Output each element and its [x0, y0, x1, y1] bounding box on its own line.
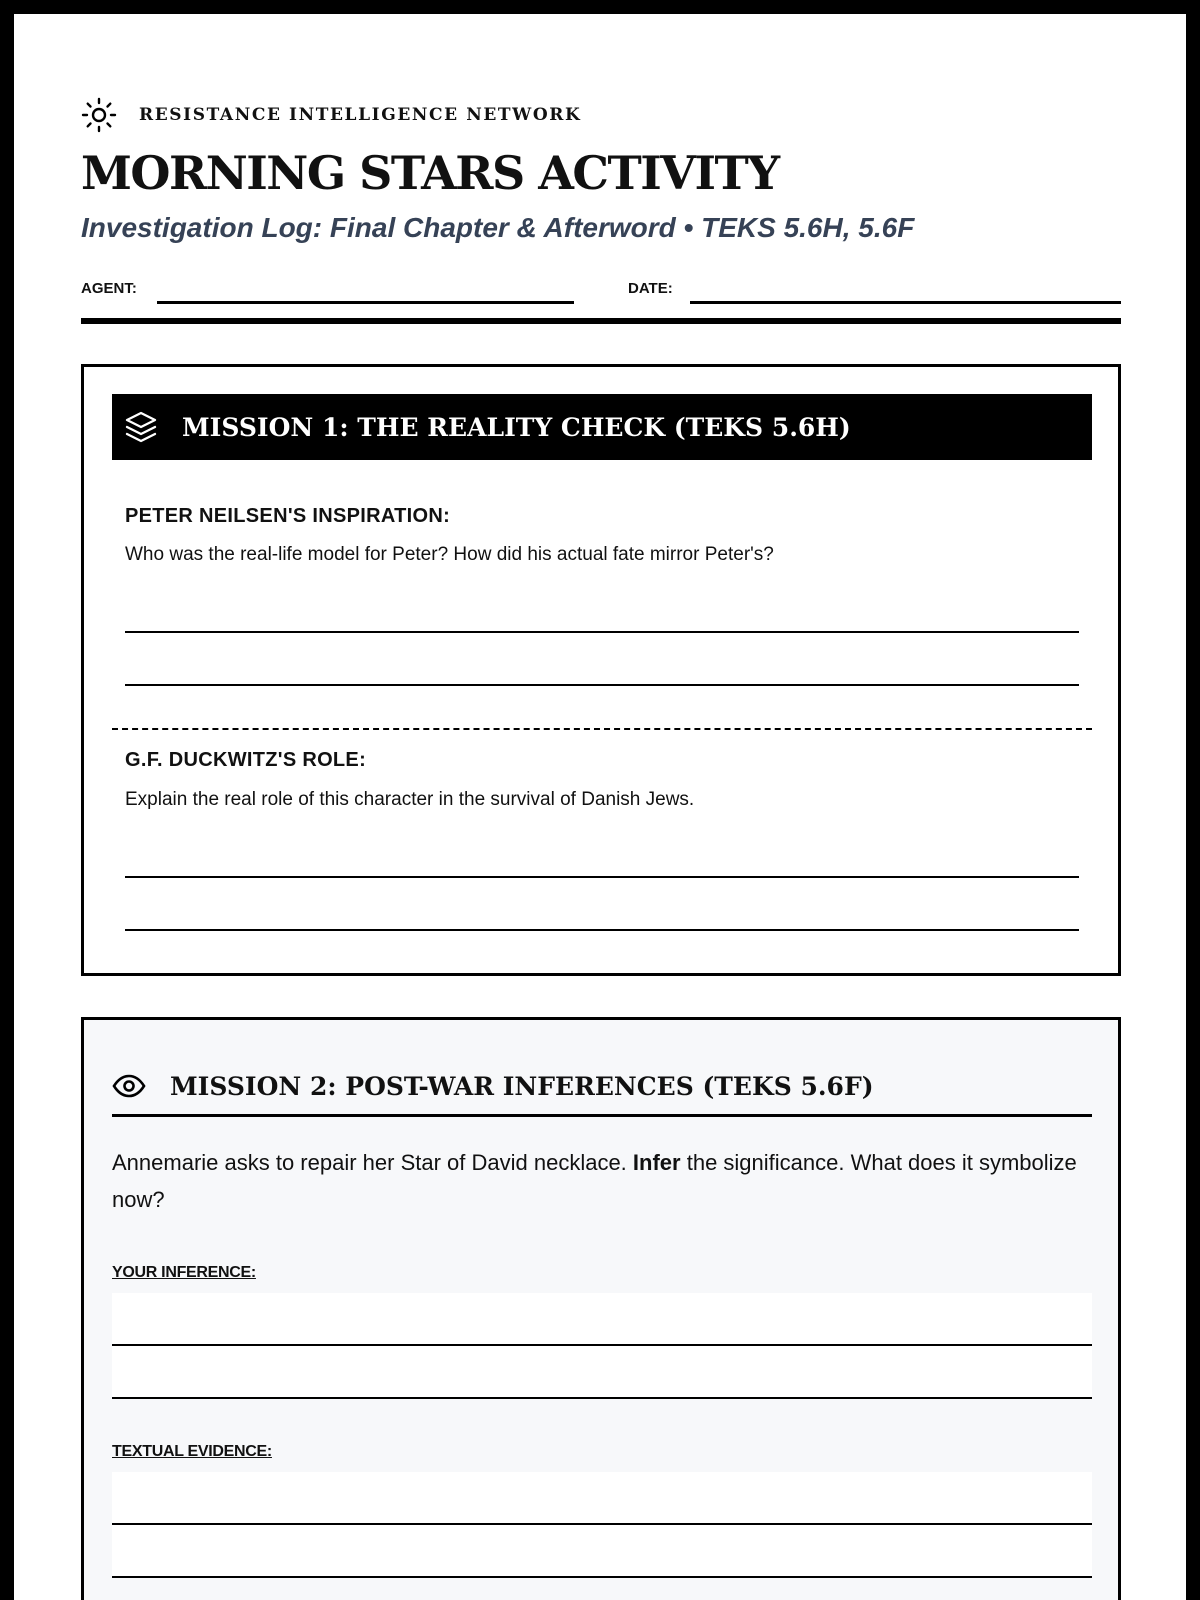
inference-answer-line[interactable] — [112, 1293, 1092, 1346]
question-divider — [112, 728, 1092, 730]
layers-icon — [124, 410, 158, 444]
evidence-answer-line[interactable] — [112, 1525, 1092, 1578]
inference-answer-line[interactable] — [112, 1346, 1092, 1399]
agent-label: AGENT: — [81, 280, 137, 297]
agent-field[interactable] — [157, 301, 574, 304]
network-header — [81, 97, 581, 133]
answer-line[interactable] — [125, 876, 1079, 878]
header-divider — [81, 318, 1121, 324]
page-subtitle: Investigation Log: Final Chapter & Afterword • TEKS 5.6H, 5.6F — [81, 212, 915, 243]
mission-1-header — [112, 394, 1092, 460]
date-field[interactable] — [690, 301, 1121, 304]
inference-label: YOUR INFERENCE: — [112, 1264, 256, 1281]
prompt-emphasis: Infer — [632, 1150, 681, 1175]
evidence-label: TEXTUAL EVIDENCE: — [112, 1443, 272, 1460]
question-prompt: Explain the real role of this character in the survival of Danish Jews. — [125, 789, 695, 810]
agent-date-row — [81, 276, 1121, 306]
date-label: DATE: — [628, 280, 673, 297]
worksheet-page — [14, 14, 1186, 1600]
network-label: RESISTANCE INTELLIGENCE NETWORK — [139, 105, 582, 125]
eye-icon — [112, 1069, 146, 1103]
mission-2-prompt — [112, 1144, 1092, 1218]
mission-2-title: MISSION 2: POST-WAR INFERENCES (TEKS 5.6F) — [170, 1071, 874, 1101]
prompt-text: Annemarie asks to repair her Star of David necklace. — [112, 1150, 633, 1175]
question-prompt: Who was the real-life model for Peter? How did his actual fate mirror Peter's? — [125, 544, 774, 565]
sun-icon — [81, 97, 117, 133]
mission-2-header — [112, 1058, 1092, 1117]
answer-line[interactable] — [125, 684, 1079, 686]
answer-line[interactable] — [125, 631, 1079, 633]
mission-2-panel — [81, 1017, 1121, 1600]
question-heading: G.F. DUCKWITZ'S ROLE: — [125, 749, 367, 771]
answer-line[interactable] — [125, 929, 1079, 931]
question-heading: PETER NEILSEN'S INSPIRATION: — [125, 505, 451, 527]
evidence-answer-line[interactable] — [112, 1472, 1092, 1525]
prompt-text: the significance. What does it symbolize now? — [112, 1150, 1077, 1212]
mission-1-title: MISSION 1: THE REALITY CHECK (TEKS 5.6H) — [182, 412, 851, 442]
page-title: MORNING STARS ACTIVITY — [81, 146, 779, 200]
mission-1-panel — [81, 364, 1121, 976]
